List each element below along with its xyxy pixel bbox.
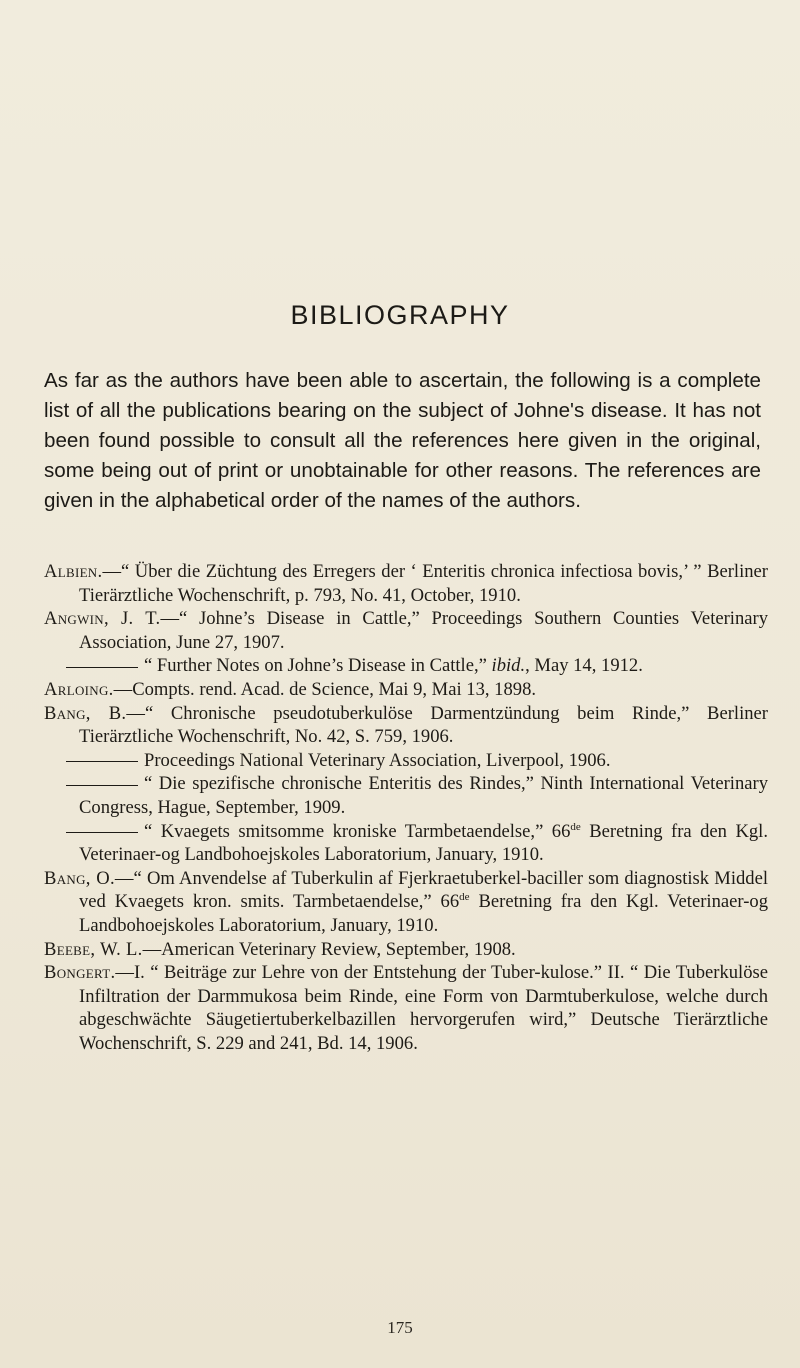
bibliography-entry [44,867,768,938]
bibliography-entry [44,749,768,773]
entry-author: Bang, B. [44,702,127,724]
bibliography-list [44,560,768,1055]
entry-text: Beretning fra den Kgl. Veterinaer-og Landbohoejskoles Laboratorium, January, 1910. [79,820,768,866]
entry-text: —Compts. rend. Acad. de Science, Mai 9, Mai 13, 1898. [113,678,537,700]
entry-author: Arloing. [44,678,114,700]
entry-text: —“ Johne’s Disease in Cattle,” Proceedings Southern Counties Veterinary Association, June 27, 1907. [79,608,769,653]
entry-text: —“ Über die Züchtung des Erregers der ‘ Enteritis chronica infectiosa bovis,’ ” Berliner Tierärztliche Wochenschrift, p. 793, No. 41, October, 1910. [79,561,768,606]
entry-italic: ibid. [491,655,526,677]
bibliography-entry [44,772,768,819]
page-title: BIBLIOGRAPHY [290,300,510,330]
superscript: de [570,820,581,833]
entry-text: “ Further Notes on Johne’s Disease in Cattle,” [144,655,492,677]
bibliography-entry [44,820,768,867]
entry-author: Angwin, J. T. [44,608,161,630]
bibliography-entry [44,654,768,678]
entry-text: Beretning fra den Kgl. Veterinaer-og Landbohoejskoles Laboratorium, January, 1910. [79,891,768,936]
ditto-dash [66,832,138,833]
entry-text: “ Die spezifische chronische Enteritis des Rindes,” Ninth International Veterinary Congress, Hague, September, 1909. [79,773,768,818]
bibliography-entry [44,607,768,654]
page-number: 175 [387,1318,413,1337]
entry-author: Bang, O. [44,867,115,889]
bibliography-entry [44,938,768,962]
superscript: de [459,891,470,904]
ditto-dash [66,761,138,762]
intro-paragraph: As far as the authors have been able to ascertain, the following is a complete list of all the publications bearing on the subject of Johne's disease. It has not been found possible to consult all the references here given in the original, some being out of print or unobtainable for other reasons. The references are given in the alphabetical order of the names of the authors. [44,369,761,512]
entry-text: “ Kvaegets smitsomme kroniske Tarmbetaendelse,” 66 [144,820,571,842]
entry-author: Albien. [44,561,103,582]
entry-text: , May 14, 1912. [525,655,643,677]
ditto-dash [66,667,138,668]
entry-text: —“ Om Anvendelse af Tuberkulin af Fjerkraetuberkel-baciller som diagnostisk Middel ved Kvaegets kron. smits. Tarmbetaendelse,” 66 [79,867,768,913]
entry-author: Bongert. [44,962,116,984]
entry-text: Proceedings National Veterinary Association, Liverpool, 1906. [144,749,611,771]
bibliography-entry [44,961,768,1055]
bibliography-entry [44,560,768,607]
entry-text: —I. “ Beiträge zur Lehre von der Entstehung der Tuber-kulose.” II. “ Die Tuberkulöse Infiltration der Darmmukosa beim Rinde, eine Form von Darmtuberkulose, welche durch abgeschwächte Säugetiertuberkelbazillen hervorgerufen wird,” Deutsche Tierärztliche Wochenschrift, S. 229 and 241, Bd. 14, 1906. [79,962,768,1054]
entry-text: —American Veterinary Review, September, 1908. [142,938,516,960]
entry-text: —“ Chronische pseudotuberkulöse Darmentzündung beim Rinde,” Berliner Tierärztliche Wochenschrift, No. 42, S. 759, 1906. [79,702,768,748]
bibliography-entry [44,678,768,702]
ditto-dash [66,785,138,786]
bibliography-entry [44,702,768,749]
entry-author: Beebe, W. L. [44,938,143,960]
